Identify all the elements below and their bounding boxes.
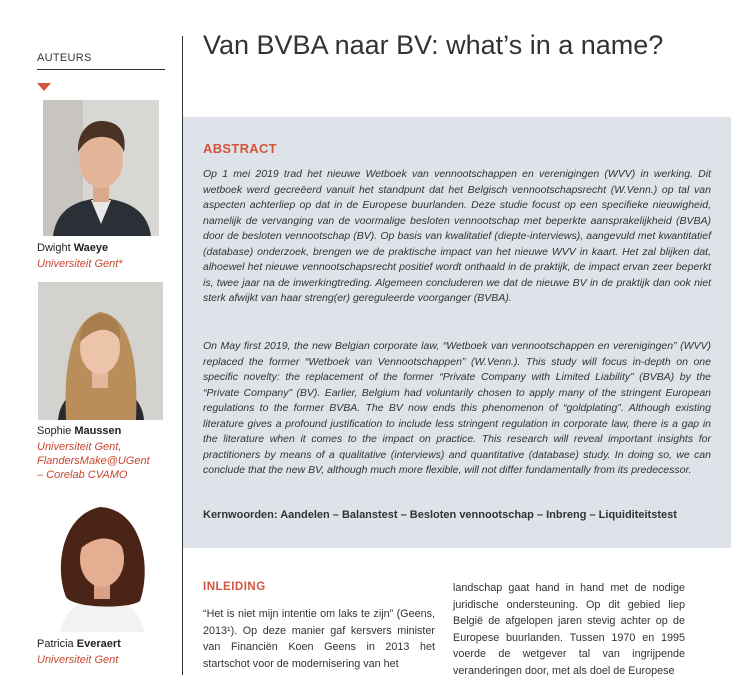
- auteurs-label: AUTEURS: [37, 52, 92, 64]
- article-title: Van BVBA naar BV: what’s in a name?: [203, 30, 664, 60]
- abstract-paragraph-en: On May first 2019, the new Belgian corporate law, “Wetboek van vennootschappen en verenigingen” (WVV) replaced the former “Wetboek van Vennootschappen” (W.Venn.). This study will focus in-depth on one specific novelty: the replacement of the former “Private Company with Limited Liability” (BVBA) by the “Private Company” (BV). Earlier, Belgium had voluntarily chosen to apply many of the stringent European regulations to the former BVBA. The BV now ends this phenomenon of “goldplating”. Although existing literature gives a profound justification to include less stringent regulation in corporate law, there is a gap in the literature when it comes to the impact on practice. This research will reveal important insights for practitioners by means of a qualitative (interviews) and quantitative (database) study. In doing so, we can conclude that the new BV, although much more flexible, will not differ fundamentally from its predecessor.: [203, 340, 711, 476]
- author-name-maussen: Sophie Maussen: [37, 425, 122, 437]
- author-name-waeye: Dwight Waeye: [37, 242, 109, 254]
- abstract-box: [183, 117, 731, 548]
- body-column-2: landschap gaat hand in hand met de nodige juridische ondersteuning. Op dit gebied liep België de afgelopen jaren stevig achter op de Europese buurlanden. Tussen 1970 en 1995 voerde de wetgever tal van ingrijpende veranderingen door, met als doel de Europese: [453, 582, 685, 677]
- body-column-1: “Het is niet mijn intentie om laks te zijn” (Geens, 2013¹). Op deze manier gaf kersvers minister van Financiën Koen Geens in 2013 het startschot voor de modernisering van het: [203, 608, 435, 670]
- keywords: Kernwoorden: Aandelen – Balanstest – Besloten vennootschap – Inbreng – Liquiditeitstest: [203, 509, 677, 521]
- author-affiliation-maussen: Universiteit Gent, FlandersMake@UGent – Corelab CVAMO: [37, 441, 150, 481]
- auteurs-divider: [37, 69, 165, 70]
- author-photo-everaert: [40, 497, 164, 632]
- author-photo-waeye: [43, 100, 159, 236]
- abstract-heading: ABSTRACT: [203, 141, 277, 156]
- abstract-paragraph-nl: Op 1 mei 2019 trad het nieuwe Wetboek van vennootschappen en verenigingen (WVV) in werking. Dit wetboek werd gecreëerd vanuit het standpunt dat het Belgisch vennootschapsrecht (W.Venn.) op tal van aspecten achterliep op dat in de Europese buurlanden. Deze studie focust op een specifieke nieuwigheid, namelijk de vervanging van de voormalige besloten vennootschap met beperkte aansprakelijkheid (BVBA) door de besloten vennootschap (BV). Op basis van kwalitatief (diepte-interviews), aangevuld met kwantitatief (database) onderzoek, brengen we de praktische impact van het nieuwe WVV in kaart. Het zal blijken dat, alhoewel het nieuwe vennootschapsrecht positief wordt onthaald in de praktijk, de impact ervan zeer beperkt is, twee jaar na de inwerkingtreding. Algemeen concluderen we dat de nieuwe BV in de praktijk dan ook niet sterk afwijkt van haar streng(er) gereguleerde voorganger (BVBA).: [203, 168, 711, 304]
- down-arrow-icon: [37, 83, 51, 91]
- author-name-everaert: Patricia Everaert: [37, 638, 121, 650]
- author-affiliation-everaert: Universiteit Gent: [37, 654, 119, 666]
- inleiding-heading: INLEIDING: [203, 581, 266, 593]
- author-photo-maussen: [38, 282, 163, 420]
- author-affiliation-waeye: Universiteit Gent*: [37, 258, 123, 270]
